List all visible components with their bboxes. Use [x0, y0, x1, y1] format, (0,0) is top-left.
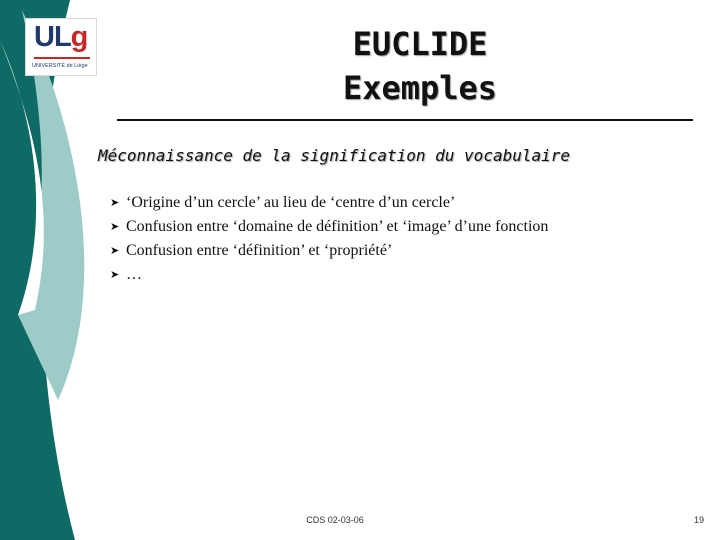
- bullet-item: [110, 239, 548, 263]
- arrowhead-icon: ➤: [110, 196, 120, 209]
- bullet-item: [110, 215, 548, 239]
- ulg-logo: [25, 18, 97, 76]
- logo-subtitle: UNIVERSITÉ de Liège: [32, 63, 88, 69]
- logo-main-left: UL: [34, 21, 71, 53]
- logo-underline: [34, 57, 90, 59]
- slide-title-line2: Exemples: [342, 69, 498, 107]
- arrowhead-icon: ➤: [110, 220, 120, 233]
- bullet-item: [110, 191, 548, 215]
- arrowhead-icon: ➤: [110, 244, 120, 257]
- bullet-list: [110, 191, 548, 287]
- bullet-text: …: [126, 266, 142, 283]
- footer-text: CDS 02-03-06: [306, 515, 364, 525]
- logo-wordmark: [34, 23, 87, 52]
- bullet-text: Confusion entre ‘définition’ et ‘propriété’: [126, 242, 393, 259]
- arrowhead-icon: ➤: [110, 268, 120, 281]
- logo-main-right: g: [70, 21, 88, 53]
- bullet-text: ‘Origine d’un cercle’ au lieu de ‘centre d’un cercle’: [126, 194, 456, 211]
- title-divider: [117, 119, 693, 121]
- slide-subtitle: Méconnaissance de la signification du vocabulaire: [98, 146, 571, 165]
- slide-title-line1: EUCLIDE: [352, 25, 488, 63]
- bullet-text: Confusion entre ‘domaine de définition’ et ‘image’ d’une fonction: [126, 218, 549, 235]
- page-number: 19: [693, 515, 704, 525]
- bullet-item: [110, 263, 548, 287]
